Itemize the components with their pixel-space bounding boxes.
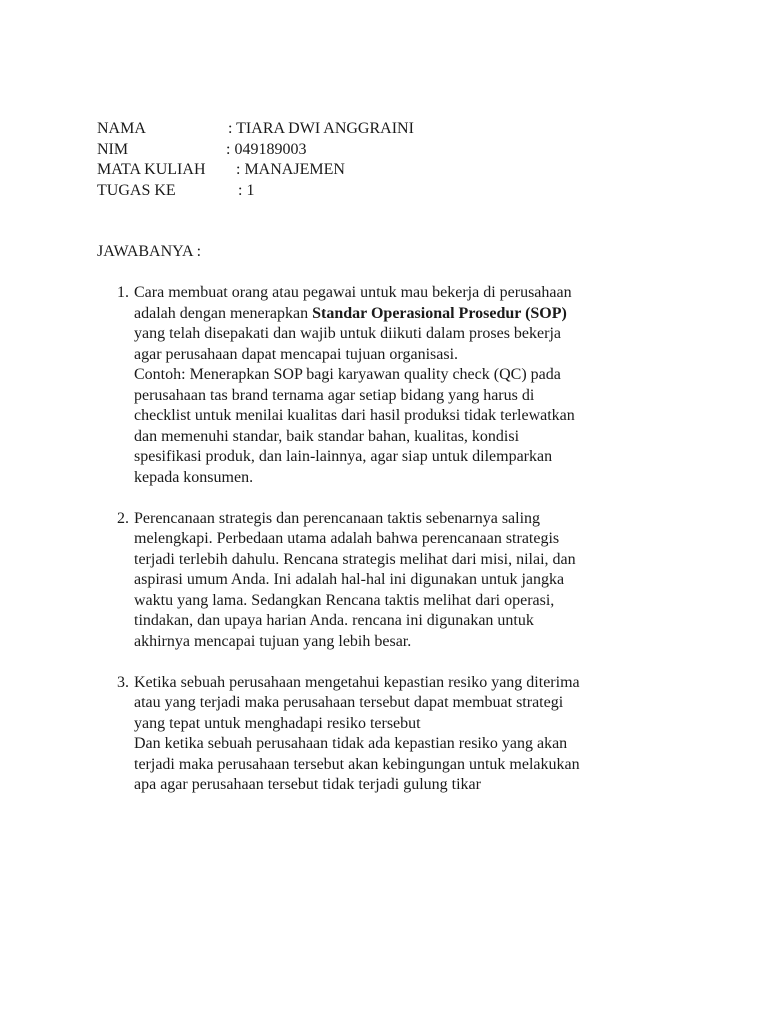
answer-text: yang telah disepakati dan wajib untuk diikuti dalam proses bekerja agar perusahaan dapat mencapai tujuan organisasi.: [134, 325, 561, 363]
answer-bold-term: Standar Operasional Prosedur (SOP): [312, 304, 567, 322]
name-value: : TIARA DWI ANGGRAINI: [228, 120, 414, 137]
answer-paragraph: Ketika sebuah perusahaan mengetahui kepastian resiko yang diterima atau yang terjadi maka perusahaan tersebut dapat membuat strategi yang tepat untuk menghadapi resiko tersebut: [134, 673, 580, 732]
answer-list: [117, 283, 587, 816]
nim-label: NIM: [97, 140, 129, 158]
course-value: : MANAJEMEN: [236, 161, 345, 178]
answer-paragraph: Dan ketika sebuah perusahaan tidak ada kepastian resiko yang akan terjadi maka perusahaan tersebut akan kebingungan untuk melakukan apa agar perusahaan tersebut tidak terjadi gulung tikar: [134, 735, 580, 793]
task-label: TUGAS KE: [97, 181, 176, 199]
nim-value: : 049189003: [226, 140, 307, 158]
answer-example: Contoh: Menerapkan SOP bagi karyawan quality check (QC) pada perusahaan tas brand ternama agar setiap bidang yang harus di checklist untuk menilai kualitas dari hasil produksi tidak terlewatkan dan memenuhi standar, baik standar bahan, kualitas, kondisi spesifikasi produk, dan lain-lainnya, agar siap untuk dilemparkan kepada konsumen.: [134, 366, 575, 486]
answer-item-1: [117, 283, 587, 488]
answer-number: 3.: [117, 673, 129, 691]
answer-paragraph: Perencanaan strategis dan perencanaan taktis sebenarnya saling melengkapi. Perbedaan utama adalah bahwa perencanaan strategis terjadi terlebih dahulu. Rencana strategis melihat dari misi, nilai, dan aspirasi umum Anda. Ini adalah hal-hal ini digunakan untuk jangka waktu yang lama. Sedangkan Rencana taktis melihat dari operasi, tindakan, dan upaya harian Anda. rencana ini digunakan untuk akhirnya mencapai tujuan yang lebih besar.: [134, 509, 576, 650]
name-label: NAMA: [97, 120, 146, 137]
course-label: MATA KULIAH: [97, 161, 206, 178]
answer-item-3: [117, 673, 587, 796]
answer-number: 1.: [117, 284, 129, 301]
answer-heading: JAWABANYA :: [97, 243, 202, 260]
answer-paragraph: [134, 283, 587, 365]
answer-text: Cara membuat orang atau pegawai untuk mau bekerja di perusahaan adalah dengan menerapkan: [134, 284, 572, 322]
answer-number: 2.: [117, 509, 129, 527]
answer-item-2: [117, 509, 587, 653]
task-value: : 1: [238, 181, 255, 199]
